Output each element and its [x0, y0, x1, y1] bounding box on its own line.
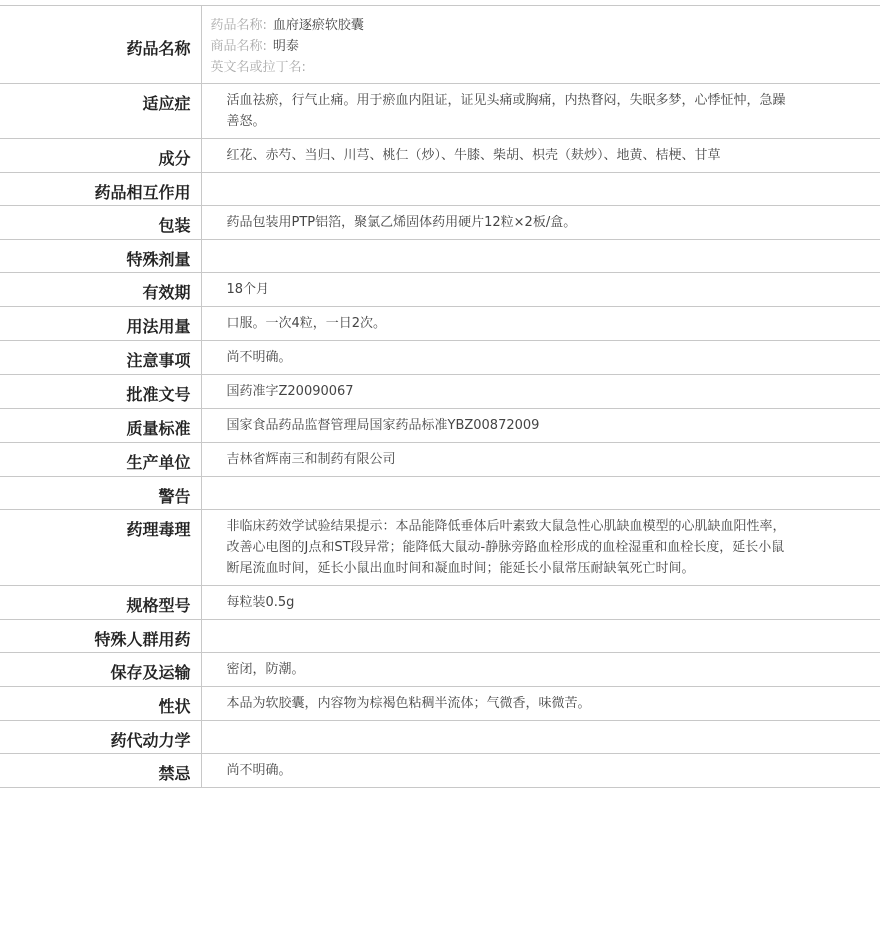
- row-value: 药品包装用PTP铝箔，聚氯乙烯固体药用硬片12粒×2板/盒。: [201, 206, 880, 240]
- drug-spec-page: [0, 5, 880, 788]
- generic-name-key: 药品名称:: [211, 18, 267, 33]
- row-label: 警告: [0, 477, 201, 510]
- row-warning: [0, 477, 880, 510]
- row-approval-number: [0, 375, 880, 409]
- row-value: 口服。一次4粒，一日2次。: [201, 307, 880, 341]
- row-indications: [0, 84, 880, 139]
- row-shelf-life: [0, 273, 880, 307]
- row-label: 适应症: [0, 84, 201, 139]
- row-contraindications: [0, 754, 880, 788]
- trade-name-line: [211, 36, 880, 57]
- row-ingredients: [0, 139, 880, 173]
- row-label: 包装: [0, 206, 201, 240]
- row-label: 注意事项: [0, 341, 201, 375]
- row-value: 国家食品药品监督管理局国家药品标准YBZ00872009: [201, 409, 880, 443]
- row-label: 质量标准: [0, 409, 201, 443]
- row-value: 18个月: [201, 273, 880, 307]
- row-drug-name: [0, 6, 880, 84]
- row-description: [0, 687, 880, 721]
- row-label: 药品相互作用: [0, 173, 201, 206]
- row-label: 批准文号: [0, 375, 201, 409]
- row-value: 本品为软胶囊，内容物为棕褐色粘稠半流体；气微香，味微苦。: [201, 687, 880, 721]
- row-packaging: [0, 206, 880, 240]
- row-special-dosage: [0, 240, 880, 273]
- row-label: 用法用量: [0, 307, 201, 341]
- row-value: 活血祛瘀，行气止痛。用于瘀血内阻证，证见头痛或胸痛，内热瞀闷，失眠多梦，心悸怔忡，急躁善怒。: [201, 84, 880, 139]
- row-precautions: [0, 341, 880, 375]
- row-pharmacokinetics: [0, 721, 880, 754]
- row-value: 尚不明确。: [201, 754, 880, 788]
- row-label: 禁忌: [0, 754, 201, 788]
- row-label: 药理毒理: [0, 510, 201, 586]
- drug-spec-table: [0, 5, 880, 788]
- row-storage: [0, 653, 880, 687]
- trade-name-key: 商品名称:: [211, 39, 267, 54]
- row-value: 密闭，防潮。: [201, 653, 880, 687]
- row-value: [201, 477, 880, 510]
- row-value: [201, 620, 880, 653]
- row-special-populations: [0, 620, 880, 653]
- row-label: 规格型号: [0, 586, 201, 620]
- row-label: 药品名称: [0, 6, 201, 84]
- row-value: 红花、赤芍、当归、川芎、桃仁（炒）、牛膝、柴胡、枳壳（麸炒）、地黄、桔梗、甘草: [201, 139, 880, 173]
- row-label: 有效期: [0, 273, 201, 307]
- english-name-line: [211, 57, 880, 78]
- row-value: 吉林省辉南三和制药有限公司: [201, 443, 880, 477]
- row-manufacturer: [0, 443, 880, 477]
- row-interactions: [0, 173, 880, 206]
- row-value: [201, 721, 880, 754]
- row-value: 国药准字Z20090067: [201, 375, 880, 409]
- row-label: 性状: [0, 687, 201, 721]
- row-value: 每粒装0.5g: [201, 586, 880, 620]
- name-values: [201, 6, 880, 84]
- row-quality-standard: [0, 409, 880, 443]
- row-label: 药代动力学: [0, 721, 201, 754]
- row-value: [201, 173, 880, 206]
- generic-name-line: [211, 15, 880, 36]
- row-value: [201, 240, 880, 273]
- trade-name-value: 明泰: [273, 39, 299, 54]
- row-label: 保存及运输: [0, 653, 201, 687]
- row-value: 尚不明确。: [201, 341, 880, 375]
- row-value: 非临床药效学试验结果提示：本品能降低垂体后叶素致大鼠急性心肌缺血模型的心肌缺血阳性率，改善心电图的J点和ST段异常；能降低大鼠动-静脉旁路血栓形成的血栓湿重和血栓长度，延长小鼠断尾流血时间，延长小鼠出血时间和凝血时间；能延长小鼠常压耐缺氧死亡时间。: [201, 510, 880, 586]
- row-pharmacology: [0, 510, 880, 586]
- row-label: 成分: [0, 139, 201, 173]
- row-specification: [0, 586, 880, 620]
- row-label: 生产单位: [0, 443, 201, 477]
- row-usage: [0, 307, 880, 341]
- generic-name-value: 血府逐瘀软胶囊: [273, 18, 364, 33]
- row-label: 特殊剂量: [0, 240, 201, 273]
- row-label: 特殊人群用药: [0, 620, 201, 653]
- english-name-key: 英文名或拉丁名:: [211, 60, 306, 75]
